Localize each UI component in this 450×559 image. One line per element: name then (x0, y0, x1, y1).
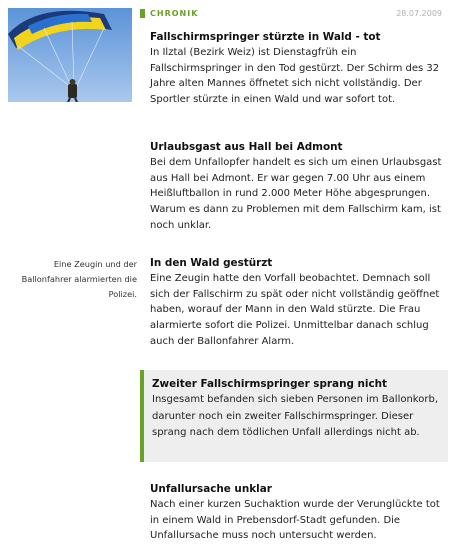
section-heading: Unfallursache unklar (150, 483, 272, 495)
section-heading: Urlaubsgast aus Hall bei Admont (150, 141, 343, 153)
highlight-box-content (152, 376, 442, 442)
section-heading: Fallschirmspringer stürzte in Wald - tot (150, 31, 381, 43)
article-section-5 (150, 482, 444, 544)
rubric-label[interactable]: CHRONIK (150, 9, 199, 18)
section-body: Insgesamt befanden sich sieben Personen im Ballonkorb, darunter noch ein zweiter Fallschirmspringer. Dieser sprang nach dem tödlichen Unfall allerdings nicht ab. (152, 394, 439, 438)
section-heading: Zweiter Fallschirmspringer sprang nicht (152, 378, 388, 390)
highlight-box (140, 370, 448, 462)
section-body: Bei dem Unfallopfer handelt es sich um einen Urlaubsgast aus Hall bei Admont. Er war gegen 7.00 Uhr aus einem Heißluftballon in rund 2.000 Meter Höhe abgesprungen. Warum es dann zu Problemen mit dem Fallschirm kam, ist noch unklar. (150, 157, 442, 231)
photo-caption: Eine Zeugin und der Ballonfahrer alarmierten die Polizei. (21, 259, 137, 299)
section-body: In Ilztal (Bezirk Weiz) ist Dienstagfrüh ein Fallschirmspringer in den Tod gestürzt. Der Schirm des 32 Jahre alten Mannes öffnetet sich nicht vollständig. Der Sportler stürzte in einen Wald und war sofort tot. (150, 47, 440, 106)
article-section-2 (150, 140, 444, 234)
rubric-marker (140, 9, 145, 18)
article-date: 28.07.2009 (396, 9, 442, 18)
article-section-1 (150, 30, 444, 108)
parachutist-illustration (8, 8, 132, 102)
article-section-3 (150, 256, 444, 350)
section-body: Eine Zeugin hatte den Vorfall beobachtet. Demnach soll sich der Fallschirm zu spät oder nicht vollständig geöffnet haben, worauf der Mann in den Wald stürzte. Die Frau alarmierte sofort die Polizei. Unmittelbar danach schlug auch der Ballonfahrer Alarm. (150, 273, 440, 347)
section-heading: In den Wald gestürzt (150, 257, 273, 269)
section-body: Nach einer kurzen Suchaktion wurde der Verunglückte tot in einem Wald in Prebensdorf-Stadt gefunden. Die Unfallursache muss noch untersucht werden. (150, 499, 440, 542)
highlight-box-marker (140, 370, 144, 462)
article-photo (8, 8, 132, 102)
